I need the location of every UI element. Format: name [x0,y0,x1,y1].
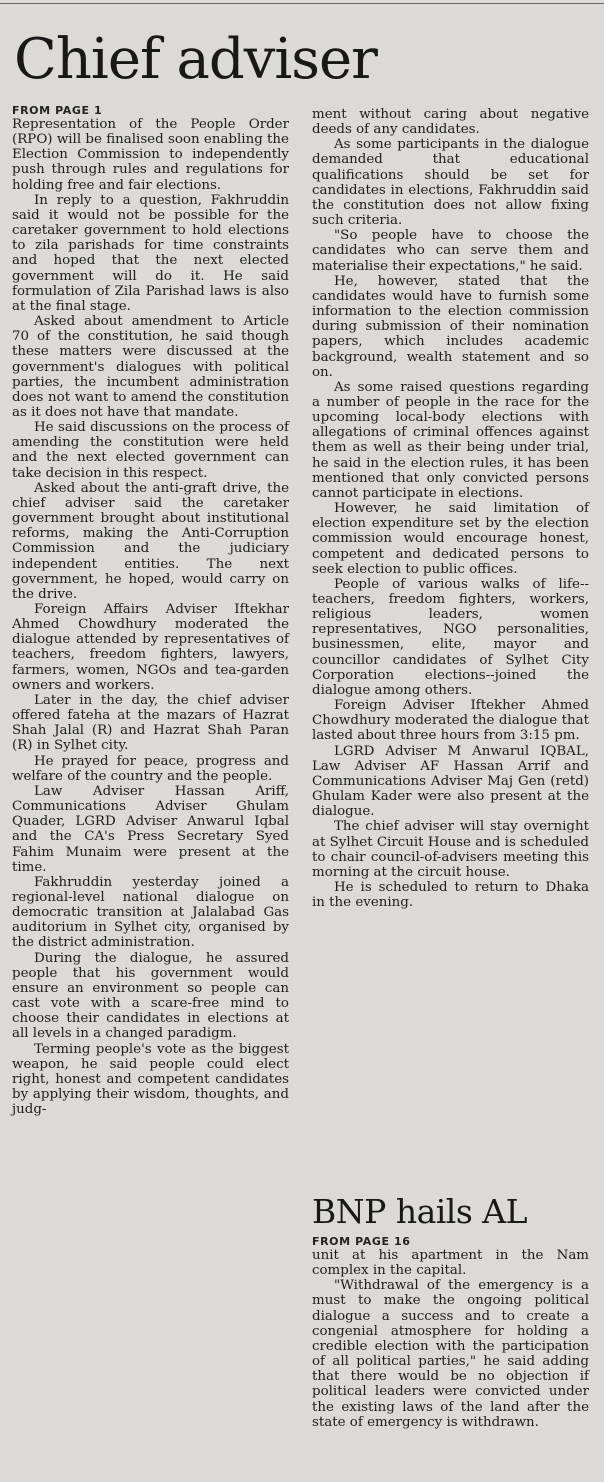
paragraph: Asked about the anti-graft drive, the chief adviser said the caretaker government brought about institutional reforms, making the Anti-Corruption Commission and the judiciary independent entities. The next government, he hoped, would carry on the drive. [12,480,289,602]
headline-bnp-hails-al: BNP hails AL [312,1192,528,1231]
column-right-second-story [312,1235,589,1430]
paragraph: During the dialogue, he assured people that his government would ensure an environment so people can cast vote with a scare-free mind to choose their candidates in elections at all levels in a changed paradigm. [12,950,289,1042]
paragraph: Later in the day, the chief adviser offered fateha at the mazars of Hazrat Shah Jalal (R) and Hazrat Shah Paran (R) in Sylhet city. [12,692,289,754]
paragraph: He said discussions on the process of amending the constitution were held and the next elected government can take decision in this respect. [12,420,289,481]
paragraph: As some participants in the dialogue demanded that educational qualifications should be set for candidates in elections, Fakhruddin said the constitution does not allow fixing such criteria. [312,137,589,229]
paragraph: He prayed for peace, progress and welfare of the country and the people. [12,753,289,784]
paragraph: Foreign Adviser Iftekher Ahmed Chowdhury moderated the dialogue that lasted about three hours from 3:15 pm. [312,698,589,744]
paragraph: The chief adviser will stay overnight at Sylhet Circuit House and is scheduled to chair council-of-advisers meeting this morning at the circuit house. [312,819,589,880]
kicker-from-page-1: FROM PAGE 1 [12,104,103,117]
paragraph-continued: unit at his apartment in the Nam complex in the capital. [312,1248,589,1279]
paragraph: "So people have to choose the candidates who can serve them and materialise their expectations," he said. [312,228,589,274]
paragraph: Law Adviser Hassan Ariff, Communications Adviser Ghulam Quader, LGRD Adviser Anwarul Iqbal and the CA's Press Secretary Syed Fahim Munaim were present at the time. [12,783,289,875]
paragraph: Terming people's vote as the biggest weapon, he said people could elect right, honest and competent candidates by applying their wisdom, thoughts, and judg- [12,1041,289,1118]
paragraph: In reply to a question, Fakhruddin said it would not be possible for the caretaker government to hold elections to zila parishads for time constraints and hoped that the next elected government will do it. He said formulation of Zila Parishad laws is also at the final stage. [12,192,289,314]
column-left [12,104,289,1117]
column-right [312,107,589,910]
paragraph: Fakhruddin yesterday joined a regional-level national dialogue on democratic transition at Jalalabad Gas auditorium in Sylhet city, organised by the district administration. [12,874,289,951]
paragraph: Representation of the People Order (RPO) will be finalised soon enabling the Election Commission to independently push through rules and regulations for holding free and fair elections. [12,117,289,193]
top-rule [0,3,604,4]
paragraph: Foreign Affairs Adviser Iftekhar Ahmed Chowdhury moderated the dialogue attended by representatives of teachers, freedom fighters, lawyers, farmers, women, NGOs and tea-garden owners and workers. [12,602,289,693]
paragraph: He, however, stated that the candidates would have to furnish some information to the election commission during submission of their nomination papers, which includes academic background, wealth statement and so on. [312,273,589,380]
paragraph-continued: ment without caring about negative deeds of any candidates. [312,107,589,138]
paragraph: People of various walks of life--teachers, freedom fighters, workers, religious leaders, women representatives, NGO personalities, businessmen, elite, mayor and councillor candidates of Sylhet City Corporation elections--joined the dialogue among others. [312,576,589,698]
paragraph: Asked about amendment to Article 70 of the constitution, he said though these matters were discussed at the government's dialogues with political parties, the incumbent administration does not want to amend the constitution as it does not have that mandate. [12,314,289,420]
paragraph: However, he said limitation of election expenditure set by the election commission would encourage honest, competent and dedicated persons to seek election to public offices. [312,501,589,577]
paragraph: He is scheduled to return to Dhaka in the evening. [312,879,589,911]
paragraph: As some raised questions regarding a number of people in the race for the upcoming local-body elections with allegations of criminal offences against them as well as their being under trial, he said in the election rules, it has been mentioned that only convicted persons cannot participate in elections. [312,379,589,501]
paragraph: "Withdrawal of the emergency is a must to make the ongoing political dialogue a success and to create a congenial atmosphere for holding a credible election with the participation of all political parties," he said adding that there would be no objection if political leaders were convicted under the existing laws of the land after the state of emergency is withdrawn. [312,1278,589,1430]
kicker-from-page-16: FROM PAGE 16 [312,1235,411,1248]
headline-chief-adviser: Chief adviser [14,27,377,92]
paragraph: LGRD Adviser M Anwarul IQBAL, Law Adviser AF Hassan Arrif and Communications Adviser Maj Gen (retd) Ghulam Kader were also present at the dialogue. [312,743,589,820]
